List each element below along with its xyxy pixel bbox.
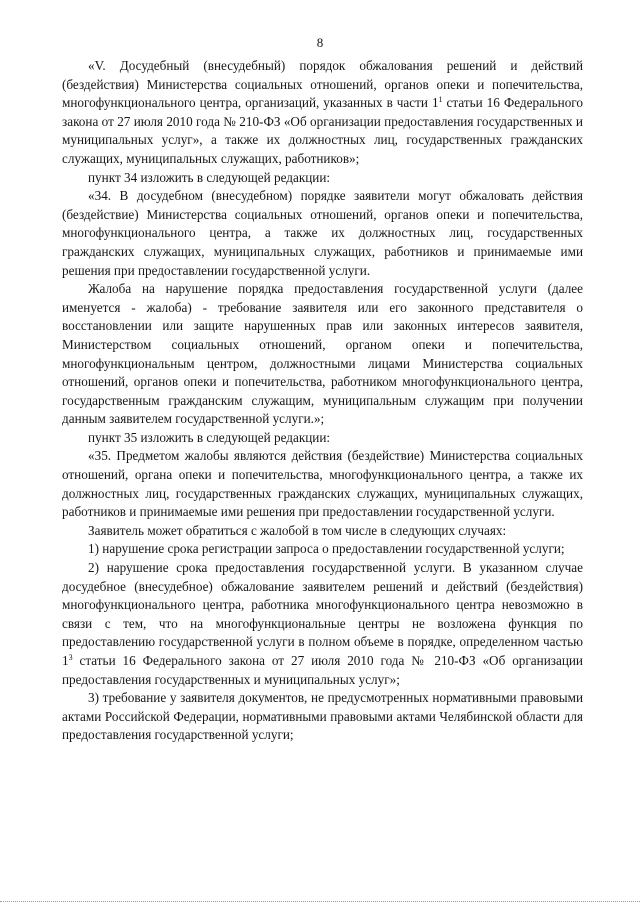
paragraph-text: статьи 16 Федерального закона от 27 июля 2010 года № 210-ФЗ «Об организации предоставления государственных и муниципальных услуг»; <box>62 653 583 687</box>
clause-35-paragraph: «35. Предметом жалобы являются действия (бездействие) Министерства социальных отношений, органа опеки и попечительства, многофункционального центра, а также их должностных лиц, государственных гражданских служащих, муниципальных служащих, работников и принимаемые ими решения при предоставлении государственной услуги. <box>62 448 583 520</box>
bottom-divider <box>0 901 640 902</box>
superscript: 3 <box>68 653 73 662</box>
paragraph-text: «V. Досудебный (внесудебный) порядок обжалования решений и действий (бездействия) Министерства социальных отношений, органов опеки и попечительства, многофункционального центра, организаций, указанных в части 1 <box>62 58 583 111</box>
complaint-definition-paragraph: Жалоба на нарушение порядка предоставления государственной услуги (далее именуется - жалоба) - требование заявителя или его законного представителя о восстановлении или защите нарушенных прав или законных интересов заявителя, Министерством социальных отношений, органом опеки и попечительства, многофункциональным центром, должностными лицами Министерства социальных отношений, органов опеки и попечительства, работником многофункционального центра, государственным гражданским служащим, муниципальным служащим при получении данным заявителем государственной услуги.»; <box>62 281 583 427</box>
paragraph-text: 2) нарушение срока предоставления государственной услуги. В указанном случае досудебное (внесудебное) обжалование заявителем решений и действий (бездействия) многофункционального центра, работника многофункционального центра невозможно в связи с тем, что на многофункциональные центры не возложена функция по предоставлению государственной услуги в полном объеме в порядке, определенном частью 1 <box>62 560 583 668</box>
superscript: 1 <box>438 95 443 105</box>
instruction-paragraph-35: пункт 35 изложить в следующей редакции: <box>88 429 331 445</box>
section-v-heading-paragraph <box>62 57 583 169</box>
instruction-paragraph-34: пункт 34 изложить в следующей редакции: <box>88 169 331 185</box>
case-3-paragraph: 3) требование у заявителя документов, не предусмотренных нормативными правовыми актами Российской Федерации, нормативными правовыми актами Челябинской области для предоставления государственной услуги; <box>62 690 583 743</box>
case-1-paragraph: 1) нарушение срока регистрации запроса о предоставлении государственной услуги; <box>88 541 565 557</box>
clause-34-paragraph: «34. В досудебном (внесудебном) порядке заявители могут обжаловать действия (бездействие) Министерства социальных отношений, органов опеки и попечительства, многофункционального центра, а также их должностных лиц, государственных гражданских служащих, муниципальных служащих, работников и принимаемые ими решения при предоставлении государственной услуги. <box>62 188 583 278</box>
cases-intro-paragraph: Заявитель может обратиться с жалобой в том числе в следующих случаях: <box>88 522 507 538</box>
page-number: 8 <box>316 35 324 50</box>
case-2-paragraph <box>62 559 583 689</box>
document-body <box>62 57 583 745</box>
paragraph-text: статьи 16 Федерального закона от 27 июля 2010 года № 210-ФЗ «Об организации предоставления государственных и муниципальных услуг», а также их должностных лиц, государственных гражданских служащих, муниципальных служащих, работников»; <box>62 95 583 166</box>
